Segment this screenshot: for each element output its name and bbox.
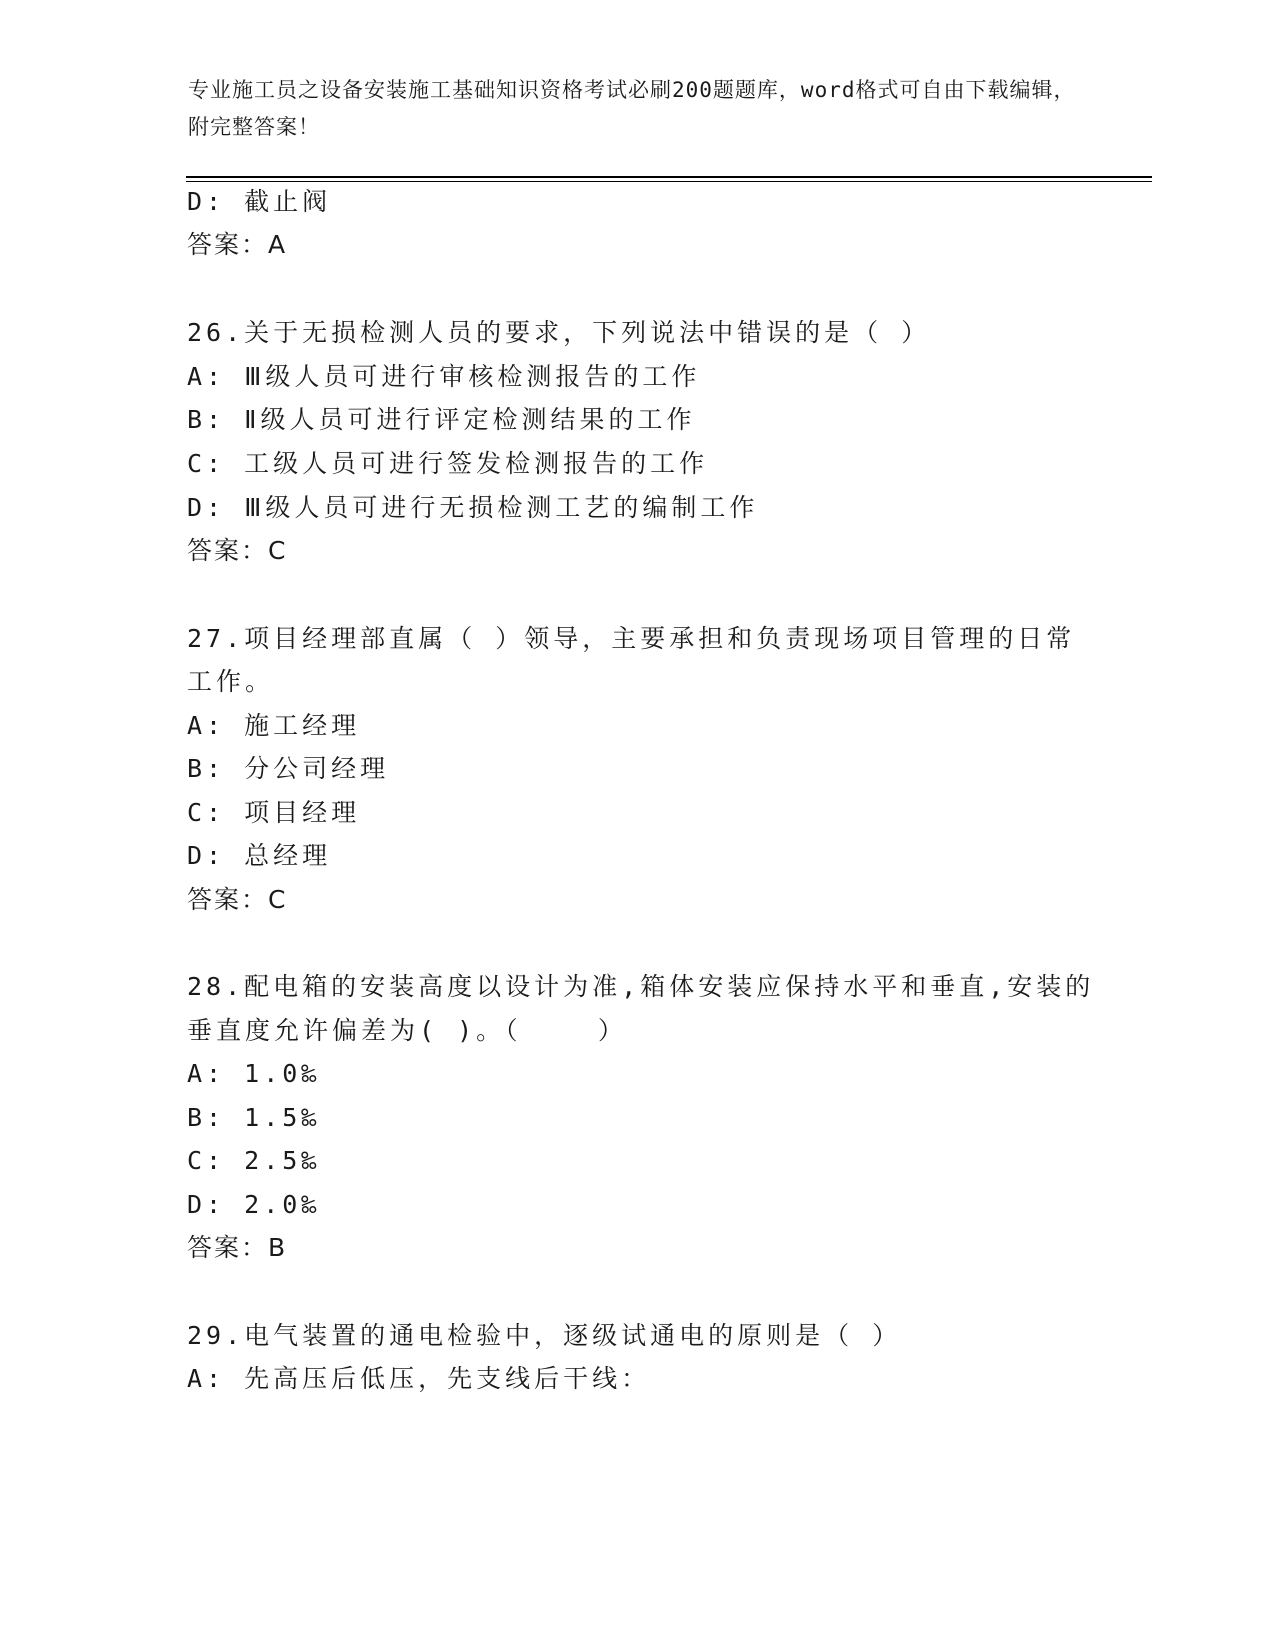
option-a: A: 先高压后低压，先支线后干线： [187, 1364, 651, 1393]
question-stem: 28.配电箱的安装高度以设计为准,箱体安装应保持水平和垂直,安装的 [187, 972, 1095, 1001]
question-stem: 27.项目经理部直属（ ）领导，主要承担和负责现场项目管理的日常 [187, 624, 1076, 653]
option-d: D: 2.0‰ [187, 1190, 321, 1219]
option-c: C: 2.5‰ [187, 1146, 321, 1175]
option-c: C: 项目经理 [187, 798, 361, 827]
question-stem: 26.关于无损检测人员的要求，下列说法中错误的是（ ） [187, 318, 931, 347]
question-stem-continued: 工作。 [187, 667, 275, 696]
option-b: B: Ⅱ级人员可进行评定检测结果的工作 [187, 405, 696, 434]
header-divider-thick [186, 176, 1152, 178]
option-a: A: 施工经理 [187, 711, 361, 740]
option-b: B: 1.5‰ [187, 1103, 321, 1132]
option-b: B: 分公司经理 [187, 754, 390, 783]
option-a: A: 1.0‰ [187, 1059, 321, 1088]
option-d: D: Ⅲ级人员可进行无损检测工艺的编制工作 [187, 493, 759, 522]
answer-line: 答案：B [187, 1233, 288, 1262]
option-d: D: 总经理 [187, 841, 332, 870]
answer-line: 答案：C [187, 885, 288, 914]
page-header: 专业施工员之设备安装施工基础知识资格考试必刷200题题库，word格式可自由下载编辑，附完整答案！ [188, 78, 1076, 139]
option-d: D: 截止阀 [187, 187, 332, 216]
question-stem-continued: 垂直度允许偏差为( )。（ ） [187, 1016, 627, 1045]
header-divider-thin [186, 181, 1152, 182]
question-stem: 29.电气装置的通电检验中，逐级试通电的原则是（ ） [187, 1321, 902, 1350]
option-c: C: 工级人员可进行签发检测报告的工作 [187, 449, 709, 478]
option-a: A: Ⅲ级人员可进行审核检测报告的工作 [187, 362, 701, 391]
answer-line: 答案：A [187, 230, 288, 259]
answer-line: 答案：C [187, 536, 288, 565]
